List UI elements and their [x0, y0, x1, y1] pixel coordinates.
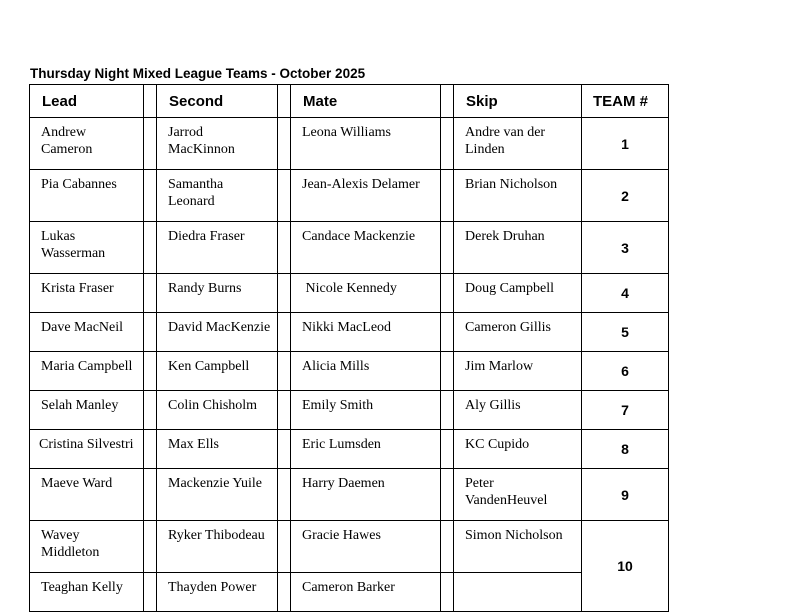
team-number-cell: 10: [582, 521, 669, 612]
skip-cell: [454, 573, 582, 612]
mate-cell: Harry Daemen: [291, 469, 441, 521]
spacer-cell: [278, 469, 291, 521]
spacer-cell: [144, 118, 157, 170]
column-header-skip: Skip: [454, 85, 582, 118]
team-number-cell: 5: [582, 313, 669, 352]
team-number-cell: 3: [582, 222, 669, 274]
second-cell: Jarrod MacKinnon: [157, 118, 278, 170]
spacer-cell: [441, 313, 454, 352]
lead-cell: Maria Campbell: [30, 352, 144, 391]
mate-cell: Emily Smith: [291, 391, 441, 430]
spacer-cell: [144, 352, 157, 391]
skip-cell: KC Cupido: [454, 430, 582, 469]
lead-cell: Selah Manley: [30, 391, 144, 430]
column-header-second: Second: [157, 85, 278, 118]
teams-table: [29, 84, 669, 612]
spacer-cell: [278, 430, 291, 469]
spacer-cell: [441, 170, 454, 222]
table-row: [30, 313, 669, 352]
lead-cell: Teaghan Kelly: [30, 573, 144, 612]
lead-cell: Dave MacNeil: [30, 313, 144, 352]
team-number-cell: 1: [582, 118, 669, 170]
mate-cell: Jean-Alexis Delamer: [291, 170, 441, 222]
spacer-cell: [441, 521, 454, 573]
team-number-cell: 9: [582, 469, 669, 521]
spacer-cell: [144, 469, 157, 521]
mate-cell: Cameron Barker: [291, 573, 441, 612]
spacer-cell: [441, 118, 454, 170]
team-number-cell: 8: [582, 430, 669, 469]
second-cell: Diedra Fraser: [157, 222, 278, 274]
spacer-cell: [441, 352, 454, 391]
skip-cell: Doug Campbell: [454, 274, 582, 313]
spacer-cell: [441, 430, 454, 469]
skip-cell: Aly Gillis: [454, 391, 582, 430]
spacer-cell: [278, 274, 291, 313]
table-row: [30, 170, 669, 222]
table-row: [30, 521, 669, 573]
table-row: [30, 274, 669, 313]
spacer-cell: [441, 85, 454, 118]
column-header-mate: Mate: [291, 85, 441, 118]
second-cell: Ken Campbell: [157, 352, 278, 391]
spacer-cell: [441, 573, 454, 612]
mate-cell: Nicole Kennedy: [291, 274, 441, 313]
lead-cell: Andrew Cameron: [30, 118, 144, 170]
lead-cell: Wavey Middleton: [30, 521, 144, 573]
table-row: [30, 391, 669, 430]
mate-cell: Leona Williams: [291, 118, 441, 170]
second-cell: Max Ells: [157, 430, 278, 469]
column-header-lead: Lead: [30, 85, 144, 118]
skip-cell: Cameron Gillis: [454, 313, 582, 352]
second-cell: Mackenzie Yuile: [157, 469, 278, 521]
mate-cell: Nikki MacLeod: [291, 313, 441, 352]
spacer-cell: [278, 85, 291, 118]
second-cell: Colin Chisholm: [157, 391, 278, 430]
spacer-cell: [441, 469, 454, 521]
lead-cell: Maeve Ward: [30, 469, 144, 521]
spacer-cell: [278, 118, 291, 170]
spacer-cell: [441, 274, 454, 313]
spacer-cell: [278, 170, 291, 222]
skip-cell: Jim Marlow: [454, 352, 582, 391]
spacer-cell: [144, 391, 157, 430]
spacer-cell: [144, 222, 157, 274]
spacer-cell: [441, 222, 454, 274]
skip-cell: Brian Nicholson: [454, 170, 582, 222]
spacer-cell: [278, 313, 291, 352]
team-number-cell: 6: [582, 352, 669, 391]
spacer-cell: [278, 222, 291, 274]
lead-cell: Krista Fraser: [30, 274, 144, 313]
team-number-cell: 2: [582, 170, 669, 222]
second-cell: Thayden Power: [157, 573, 278, 612]
table-row: [30, 469, 669, 521]
skip-cell: Derek Druhan: [454, 222, 582, 274]
page-title: Thursday Night Mixed League Teams - October 2025: [30, 66, 366, 81]
spacer-cell: [278, 391, 291, 430]
mate-cell: Candace Mackenzie: [291, 222, 441, 274]
table-row: [30, 430, 669, 469]
skip-cell: Andre van der Linden: [454, 118, 582, 170]
header-row: [30, 85, 669, 118]
second-cell: Samantha Leonard: [157, 170, 278, 222]
column-header-team: TEAM #: [582, 85, 669, 118]
spacer-cell: [144, 313, 157, 352]
skip-cell: Simon Nicholson: [454, 521, 582, 573]
mate-cell: Gracie Hawes: [291, 521, 441, 573]
mate-cell: Alicia Mills: [291, 352, 441, 391]
spacer-cell: [144, 430, 157, 469]
table-row: [30, 573, 669, 612]
team-number-cell: 7: [582, 391, 669, 430]
spacer-cell: [278, 352, 291, 391]
table-row: [30, 118, 669, 170]
spacer-cell: [144, 170, 157, 222]
spacer-cell: [144, 573, 157, 612]
lead-cell: Cristina Silvestri: [30, 430, 144, 469]
spacer-cell: [144, 274, 157, 313]
spacer-cell: [144, 521, 157, 573]
second-cell: Ryker Thibodeau: [157, 521, 278, 573]
table-row: [30, 352, 669, 391]
spacer-cell: [278, 521, 291, 573]
lead-cell: Lukas Wasserman: [30, 222, 144, 274]
mate-cell: Eric Lumsden: [291, 430, 441, 469]
spacer-cell: [144, 85, 157, 118]
second-cell: Randy Burns: [157, 274, 278, 313]
team-number-cell: 4: [582, 274, 669, 313]
spacer-cell: [441, 391, 454, 430]
table-row: [30, 222, 669, 274]
lead-cell: Pia Cabannes: [30, 170, 144, 222]
spacer-cell: [278, 573, 291, 612]
skip-cell: Peter VandenHeuvel: [454, 469, 582, 521]
second-cell: David MacKenzie: [157, 313, 278, 352]
